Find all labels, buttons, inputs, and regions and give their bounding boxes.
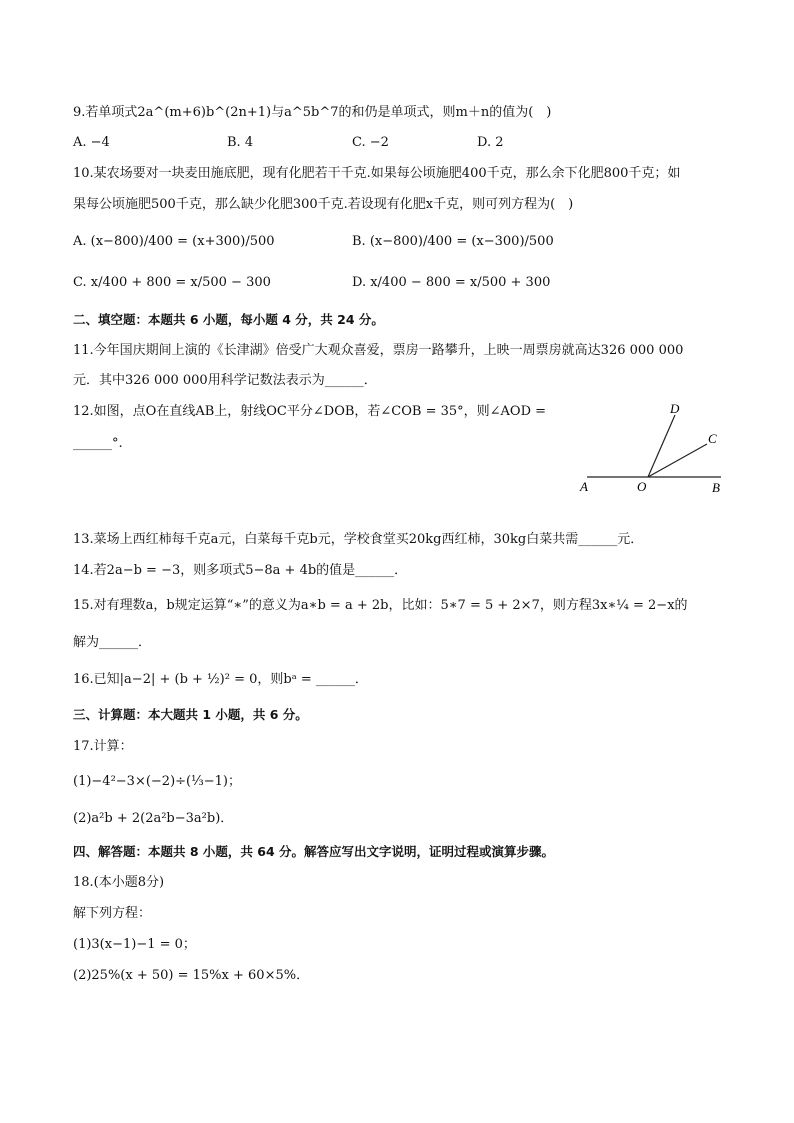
- question-13: 13.菜场上西红柿每千克a元，白菜每千克b元，学校食堂买20kg西红柿，30kg白菜共需______元．: [73, 532, 644, 547]
- question-16: 16.已知|a−2| + (b + ½)² = 0，则bᵃ = ______．: [73, 672, 368, 687]
- question-10-option-d: D. x/400 − 800 = x/500 + 300: [352, 275, 551, 290]
- question-10-option-b: B. (x−800)/400 = (x−300)/500: [352, 234, 554, 249]
- question-11-line2: 元．其中326 000 000用科学记数法表示为______．: [73, 373, 377, 388]
- question-9-option-c: C. −2: [352, 135, 389, 150]
- question-9-stem: 9.若单项式2a^(m+6)b^(2n+1)与a^5b^7的和仍是单项式，则m＋n的值为( ): [73, 105, 552, 120]
- question-18-part1: (1)3(x−1)−1 = 0；: [73, 937, 196, 952]
- question-15-line2: 解为______．: [73, 635, 152, 650]
- angle-diagram: [575, 400, 725, 496]
- question-14: 14.若2a−b = −3，则多项式5−8a + 4b的值是______．: [73, 563, 408, 578]
- question-12-line1: 12.如图，点O在直线AB上，射线OC平分∠DOB，若∠COB = 35°，则∠AOD =: [73, 404, 547, 419]
- section-4-heading: 四、解答题：本题共 8 小题，共 64 分。解答应写出文字说明，证明过程或演算步骤。: [73, 844, 555, 859]
- question-18-title: 18.(本小题8分): [73, 875, 165, 890]
- question-17-title: 17.计算：: [73, 739, 133, 754]
- label-c: C: [708, 431, 717, 446]
- section-3-heading: 三、计算题：本大题共 1 小题，共 6 分。: [73, 707, 308, 722]
- question-10-option-a: A. (x−800)/400 = (x+300)/500: [73, 234, 275, 249]
- question-18-instruction: 解下列方程：: [73, 906, 152, 921]
- question-10-stem-line1: 10.某农场要对一块麦田施底肥，现有化肥若干千克.如果每公顷施肥400千克，那么余下化肥800千克；如: [73, 166, 681, 181]
- ray-od: [648, 415, 675, 477]
- label-o: O: [637, 479, 647, 494]
- question-18-part2: (2)25%(x + 50) = 15%x + 60×5%．: [73, 968, 310, 983]
- question-9-option-a: A. −4: [73, 135, 110, 150]
- question-9-option-b: B. 4: [227, 135, 254, 150]
- question-12-line2: ______°.: [73, 436, 123, 451]
- section-2-heading: 二、填空题：本题共 6 小题，每小题 4 分，共 24 分。: [73, 312, 384, 327]
- question-9-option-d: D. 2: [477, 135, 504, 150]
- label-a: A: [580, 479, 588, 494]
- question-17-part1: (1)−4²−3×(−2)÷(⅓−1)；: [73, 774, 241, 789]
- label-d: D: [670, 401, 680, 416]
- ray-oc: [648, 444, 707, 477]
- question-10-option-c: C. x/400 + 800 = x/500 − 300: [73, 275, 271, 290]
- label-b: B: [712, 480, 720, 495]
- question-11-line1: 11.今年国庆期间上演的《长津湖》倍受广大观众喜爱，票房一路攀升，上映一周票房就高达326 000 000: [73, 343, 684, 358]
- question-15-line1: 15.对有理数a，b规定运算“∗”的意义为a∗b = a + 2b，比如：5∗7 = 5 + 2×7，则方程3x∗¼ = 2−x的: [73, 598, 688, 613]
- question-10-stem-line2: 果每公顷施肥500千克，那么缺少化肥300千克.若设现有化肥x千克，则可列方程为( ): [73, 197, 574, 212]
- question-17-part2: (2)a²b + 2(2a²b−3a²b)．: [73, 811, 234, 826]
